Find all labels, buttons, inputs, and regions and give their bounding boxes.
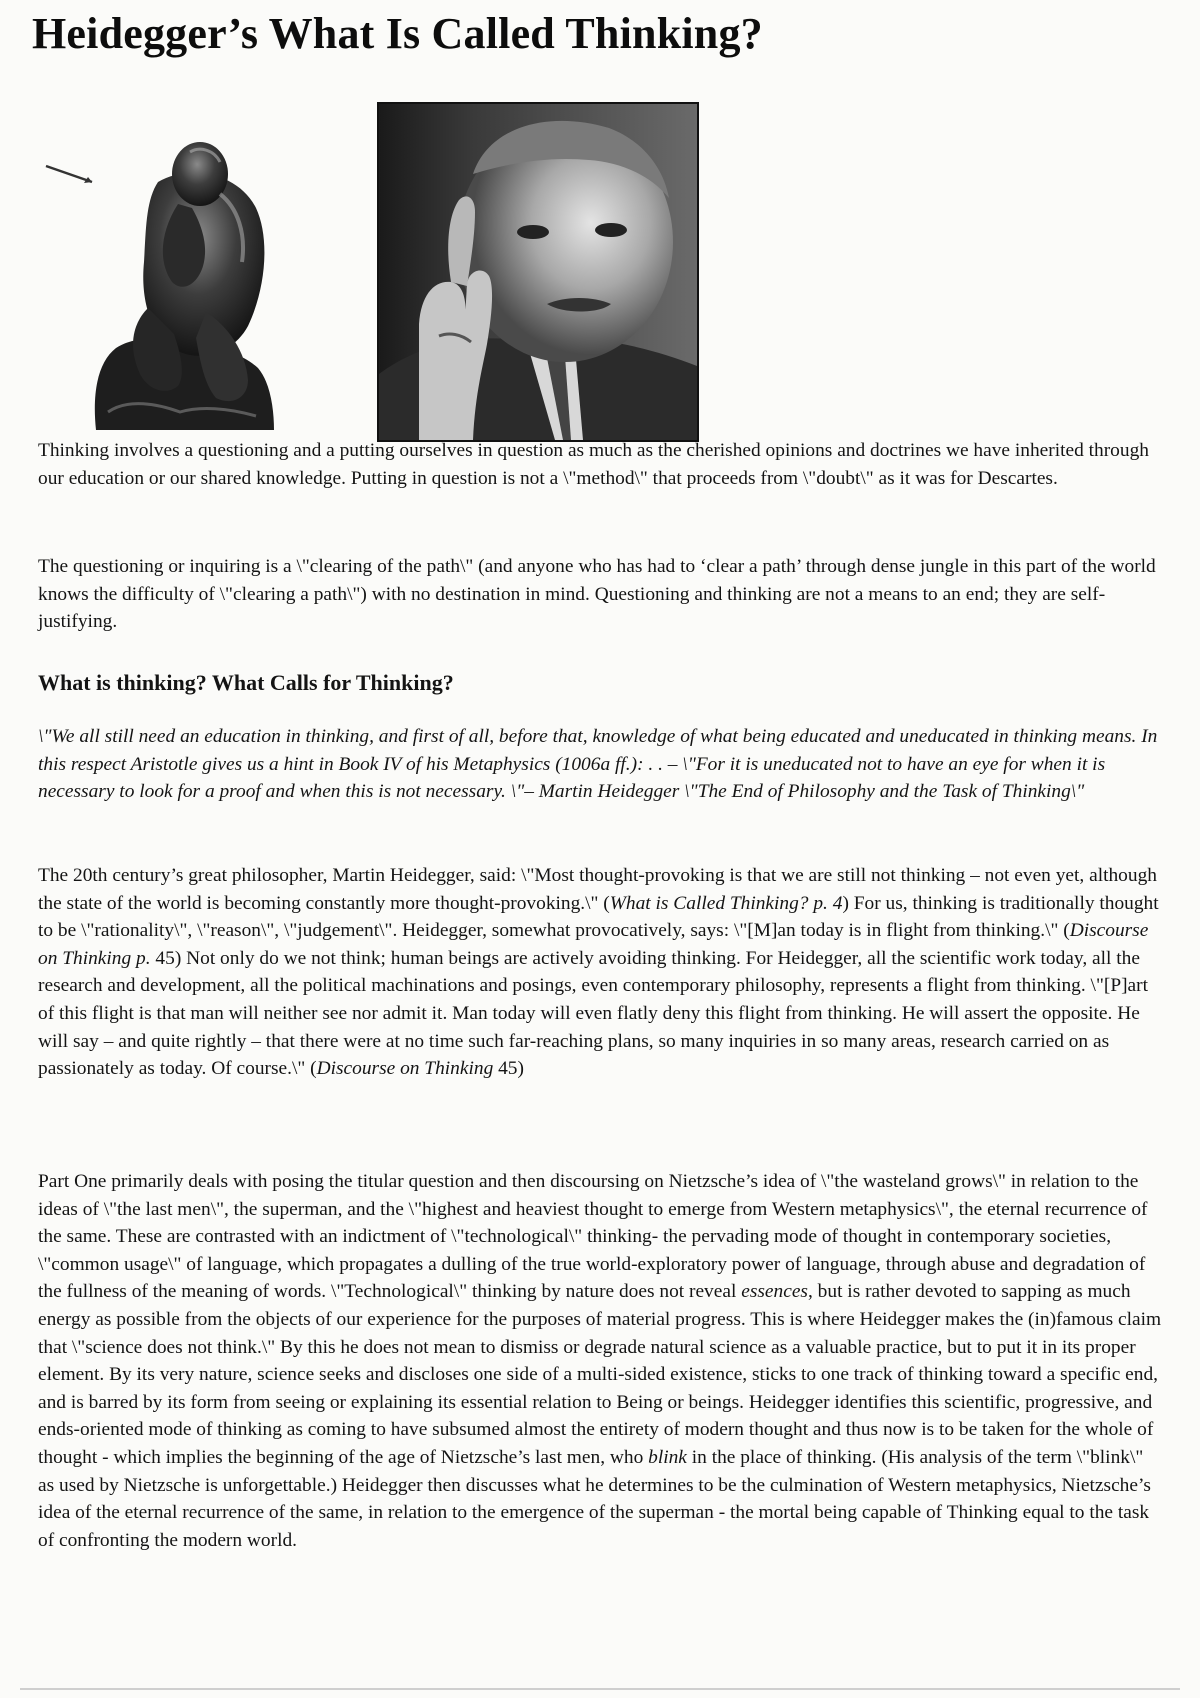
intro-paragraph-1: Thinking involves a questioning and a putting ourselves in question as much as the cherished opinions and doctrines we have inherited through our education or our shared knowledge. Putting in question is not a \"method\" that proceeds from \"doubt\" as it was for Descartes. bbox=[38, 440, 1149, 489]
text-segment: , but is rather devoted to sapping as much energy as possible from the objects of our experience for the purposes of material progress. This is where Heidegger makes the (in)famous claim that \"science does not think.\" By this he does not mean to dismiss or degrade natural science as a valuable practice, but to put it in its proper element. By its very nature, science seeks and discloses one side of a multi-sided existence, sticks to one track of thinking toward a specific end, and is barred by its form from seeing or explaining its essential relation to Being or beings. Heidegger identifies this scientific, progressive, and ends-oriented mode of thinking as coming to have subsumed almost the entirety of modern thought and thus now is to be taken for the whole of thought - which implies the beginning of the age of Nietzsche’s last men, who bbox=[38, 1281, 1162, 1468]
section-heading: What is thinking? What Calls for Thinking? bbox=[38, 670, 454, 695]
heidegger-quote: \"We all still need an education in thinking, and first of all, before that, knowledge of what being educated and uneducated in thinking means. In this respect Aristotle gives us a hint in Book IV of his Metaphysics (1006a ff.): . . – \"For it is uneducated not to have an eye for when it is necessary to look for a proof and when this is not necessary. \"– Martin Heidegger \"The End of Philosophy and the Task of Thinking\" bbox=[38, 726, 1158, 803]
emphasis: blink bbox=[648, 1446, 687, 1468]
page-bottom-edge bbox=[20, 1688, 1180, 1690]
body-paragraph-1 bbox=[38, 862, 1163, 1083]
text-segment: Part One primarily deals with posing the titular question and then discoursing on Nietzsche’s idea of \"the wasteland grows\" in relation to the ideas of \"the last men\", the superman, and the \"highest and heaviest thought to emerge from Western metaphysics\", the eternal recurrence of the same. These are contrasted with an indictment of \"technological\" thinking- the pervading mode of thought in contemporary societies, \"common usage\" of language, which propagates a dulling of the true world-exploratory power of language, through abuse and degradation of the fullness of the meaning of words. \"Technological\" thinking by nature does not reveal bbox=[38, 1171, 1148, 1303]
citation: Discourse on Thinking bbox=[316, 1058, 494, 1080]
heidegger-portrait-icon bbox=[377, 102, 699, 442]
emphasis: essences bbox=[741, 1281, 808, 1303]
text-segment: The 20th century’s great philosopher, Martin Heidegger, said: \"Most thought-provoking is that we are still not thinking – not even yet, although the state of the world is becoming constantly more thought-provoking.\" ( bbox=[38, 865, 1157, 914]
text-segment: ) For us, thinking is traditionally thought to be \"rationality\", \"reason\", \"judgement\". Heidegger, somewhat provocatively, says: \"[M]an today is in flight from thinking.\" ( bbox=[38, 892, 1159, 942]
thinker-statue-icon bbox=[88, 112, 308, 430]
text-segment: in the place of thinking. (His analysis of the term \"blink\" as used by Nietzsche is unforgettable.) Heidegger then discusses what he determines to be the culmination of Western metaphysics, Nietzsche’s idea of the eternal recurrence of the same, in relation to the emergence of the superman - the mortal being capable of Thinking equal to the task of confronting the modern world. bbox=[38, 1446, 1151, 1551]
intro-paragraph-2: The questioning or inquiring is a \"clearing of the path\" (and anyone who has had to ‘clear a path’ through dense jungle in this part of the world knows the difficulty of \"clearing a path\") with no destination in mind. Questioning and thinking are not a means to an end; they are self-justifying. bbox=[38, 556, 1156, 633]
body-paragraph-2 bbox=[38, 1168, 1163, 1554]
page-title: Heidegger’s What Is Called Thinking? bbox=[32, 9, 763, 58]
text-segment: 45) bbox=[493, 1058, 524, 1080]
text-segment: 45) Not only do we not think; human beings are actively avoiding thinking. For Heidegger, all the scientific work today, all the research and development, all the political machinations and posings, even contemporary philosophy, represents a flight from thinking. \"[P]art of this flight is that man will neither see nor admit it. Man today will even flatly deny this flight from thinking. He will assert the opposite. He will say – and quite rightly – that there were at no time such far-reaching plans, so many inquiries in so many areas, research carried on as passionately as today. Of course.\" ( bbox=[38, 947, 1149, 1080]
citation: What is Called Thinking? p. 4 bbox=[609, 892, 843, 914]
citation: Discourse on Thinking p. bbox=[38, 920, 1149, 969]
